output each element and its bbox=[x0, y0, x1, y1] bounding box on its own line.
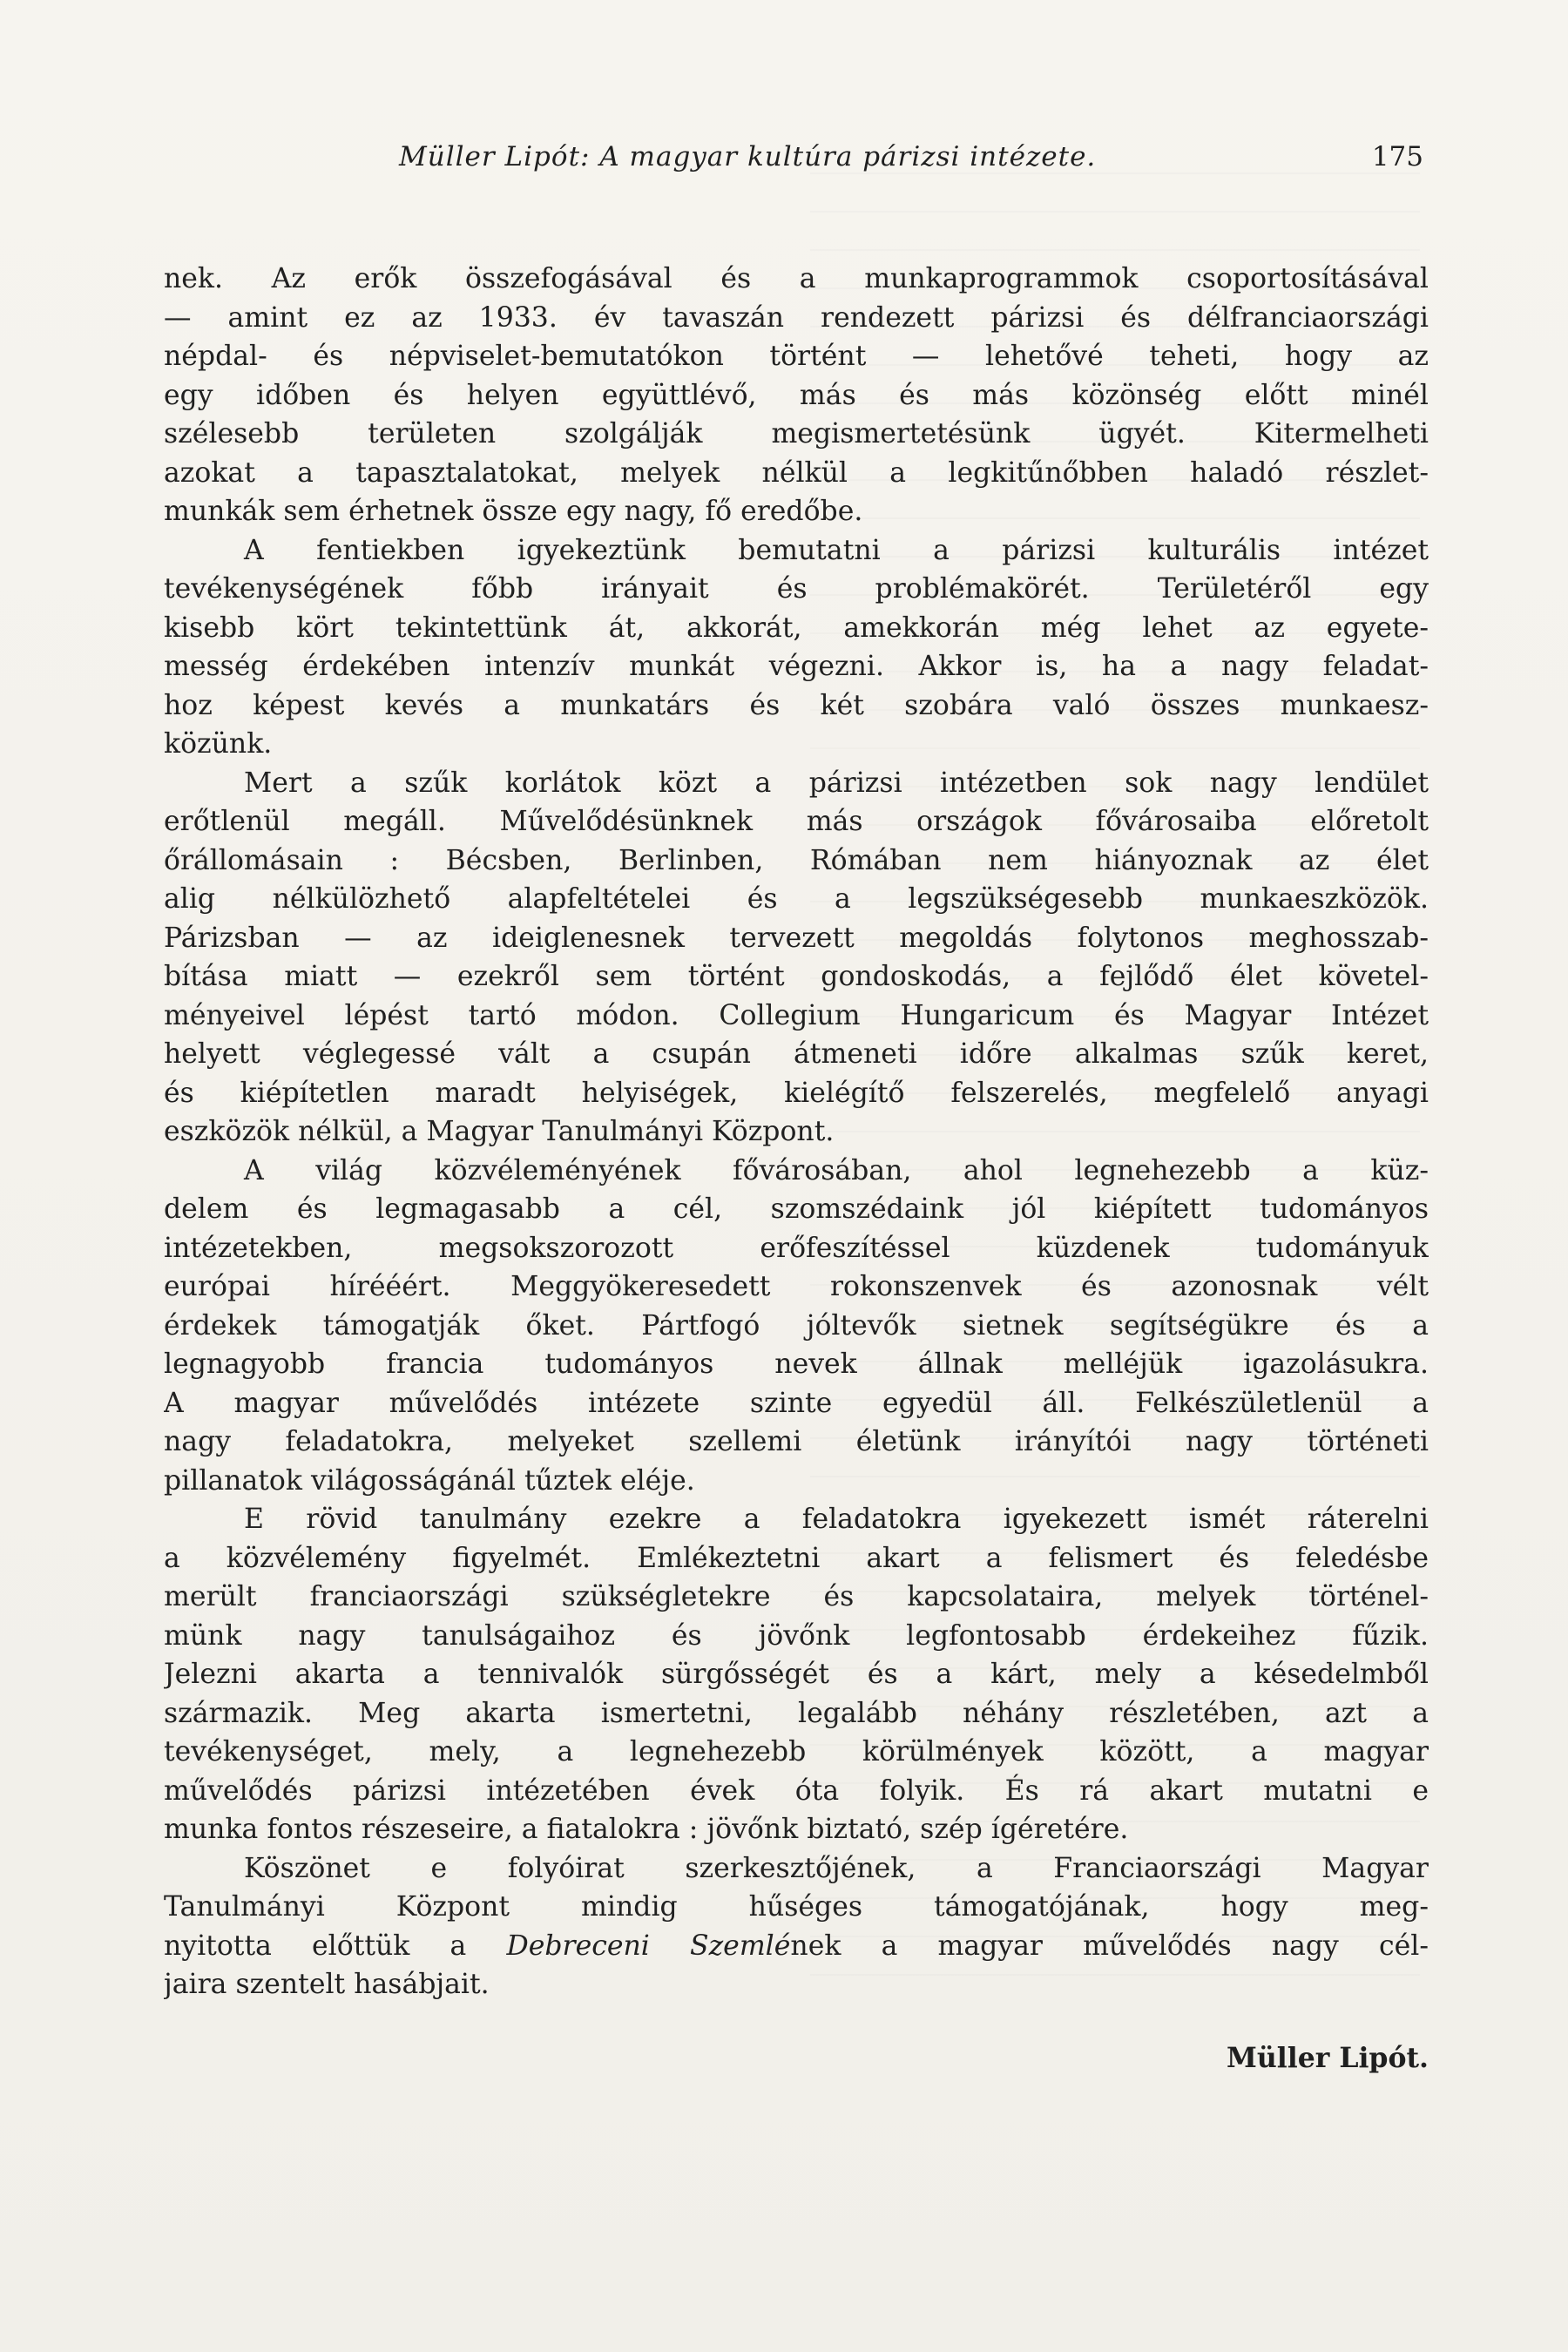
text-line: hoz képest kevés a munkatárs és két szobára való összes munkaesz- bbox=[164, 689, 1429, 721]
text-line: munka fontos részeseire, a fiatalokra : jövőnk biztató, szép ígéretére. bbox=[164, 1814, 1129, 1845]
text-line: münk nagy tanulságaihoz és jövőnk legfontosabb érdekeihez fűzik. bbox=[164, 1619, 1429, 1652]
text-line: szélesebb területen szolgálják megismertetésünk ügyét. Kitermelheti bbox=[164, 418, 1429, 449]
text-line: bítása miatt — ezekről sem történt gondoskodás, a fejlődő élet követel- bbox=[164, 961, 1429, 992]
text-line: és kiépítetlen maradt helyiségek, kielégítő felszerelés, megfelelő anyagi bbox=[164, 1077, 1429, 1109]
text-line: nagy feladatokra, melyeket szellemi életünk irányítói nagy történeti bbox=[164, 1426, 1429, 1457]
text-line: legnagyobb francia tudományos nevek állnak melléjük igazolásukra. bbox=[164, 1348, 1429, 1380]
text-line: erőtlenül megáll. Művelődésünknek más országok fővárosaiba előretolt bbox=[164, 806, 1429, 837]
text-fragment: nek a magyar művelődés nagy cél- bbox=[790, 1930, 1429, 1962]
journal-title: Debreceni Szemlé bbox=[506, 1930, 791, 1962]
text-line: népdal- és népviselet-bemutatókon történt — lehetővé teheti, hogy az bbox=[164, 341, 1429, 372]
text-line: delem és legmagasabb a cél, szomszédaink jól kiépített tudományos bbox=[164, 1193, 1429, 1225]
text-line: munkák sem érhetnek össze egy nagy, fő eredőbe. bbox=[164, 496, 863, 527]
text-line: őrállomásain : Bécsben, Berlinben, Rómában nem hiányoznak az élet bbox=[164, 844, 1429, 876]
text-line: A fentiekben igyekeztünk bemutatni a párizsi kulturális intézet bbox=[244, 534, 1429, 566]
text-line: kisebb kört tekintettünk át, akkorát, amekkorán még lehet az egyete- bbox=[164, 612, 1429, 644]
text-line: Párizsban — az ideiglenesnek tervezett megoldás folytonos meghosszab- bbox=[164, 922, 1429, 954]
text-line: Köszönet e folyóirat szerkesztőjének, a Franciaországi Magyar bbox=[244, 1852, 1429, 1884]
text-line: Mert a szűk korlátok közt a párizsi intézetben sok nagy lendület bbox=[244, 767, 1429, 799]
text-fragment: nyitotta előttük a bbox=[164, 1930, 507, 1962]
text-line: tevékenységének főbb irányait és problémakörét. Területéről egy bbox=[164, 573, 1429, 605]
text-line bbox=[164, 1927, 1429, 1966]
text-line: — amint ez az 1933. év tavaszán rendezett párizsi és délfranciaországi bbox=[164, 301, 1429, 334]
text-line: érdekek támogatják őket. Pártfogó jóltevők sietnek segítségükre és a bbox=[164, 1309, 1429, 1342]
text-line: intézetekben, megsokszorozott erőfeszítéssel küzdenek tudományuk bbox=[164, 1232, 1429, 1264]
text-line: nek. Az erők összefogásával és a munkaprogrammok csoportosításával bbox=[164, 263, 1429, 294]
text-line: alig nélkülözhető alapfeltételei és a legszükségesebb munkaeszközök. bbox=[164, 883, 1429, 915]
page-number: 175 bbox=[1371, 141, 1423, 172]
author-signature: Müller Lipót. bbox=[1227, 2042, 1429, 2074]
text-line: ményeivel lépést tartó módon. Collegium Hungaricum és Magyar Intézet bbox=[164, 999, 1429, 1031]
text-line: Tanulmányi Központ mindig hűséges támogatójának, hogy meg- bbox=[164, 1891, 1429, 1923]
text-line: a közvélemény figyelmét. Emlékeztetni akart a felismert és feledésbe bbox=[164, 1542, 1429, 1574]
text-line: egy időben és helyen együttlévő, más és más közönség előtt minél bbox=[164, 379, 1429, 411]
text-line: helyett véglegessé vált a csupán átmeneti időre alkalmas szűk keret, bbox=[164, 1038, 1429, 1070]
text-line: azokat a tapasztalatokat, melyek nélkül a legkitűnőbben haladó részlet- bbox=[164, 456, 1429, 489]
text-line: A világ közvéleményének fővárosában, ahol legnehezebb a küz- bbox=[244, 1154, 1429, 1186]
text-line: A magyar művelődés intézete szinte egyedül áll. Felkészületlenül a bbox=[164, 1387, 1429, 1419]
text-line: művelődés párizsi intézetében évek óta folyik. És rá akart mutatni e bbox=[164, 1774, 1429, 1807]
text-line: európai hírééért. Meggyökeresedett rokonszenvek és azonosnak vélt bbox=[164, 1271, 1429, 1302]
running-title: Müller Lipót: A magyar kultúra párizsi intézete. bbox=[399, 141, 1097, 172]
running-header bbox=[164, 141, 1429, 188]
text-line: származik. Meg akarta ismertetni, legalább néhány részletében, azt a bbox=[164, 1697, 1429, 1729]
text-line: közünk. bbox=[164, 728, 273, 760]
text-line: E rövid tanulmány ezekre a feladatokra igyekezett ismét ráterelni bbox=[244, 1504, 1429, 1535]
text-line: pillanatok világosságánál tűztek eléje. bbox=[164, 1464, 695, 1497]
text-line: tevékenységet, mely, a legnehezebb körülmények között, a magyar bbox=[164, 1736, 1429, 1767]
text-line: messég érdekében intenzív munkát végezni. Akkor is, ha a nagy feladat- bbox=[164, 651, 1429, 682]
body-text bbox=[164, 260, 1429, 2004]
text-line: Jelezni akarta a tennivalók sürgősségét és a kárt, mely a késedelmből bbox=[164, 1659, 1429, 1690]
text-line: jaira szentelt hasábjait. bbox=[164, 1969, 490, 2000]
text-line: eszközök nélkül, a Magyar Tanulmányi Központ. bbox=[164, 1116, 835, 1147]
text-line: merült franciaországi szükségletekre és kapcsolataira, melyek történel- bbox=[164, 1581, 1429, 1612]
